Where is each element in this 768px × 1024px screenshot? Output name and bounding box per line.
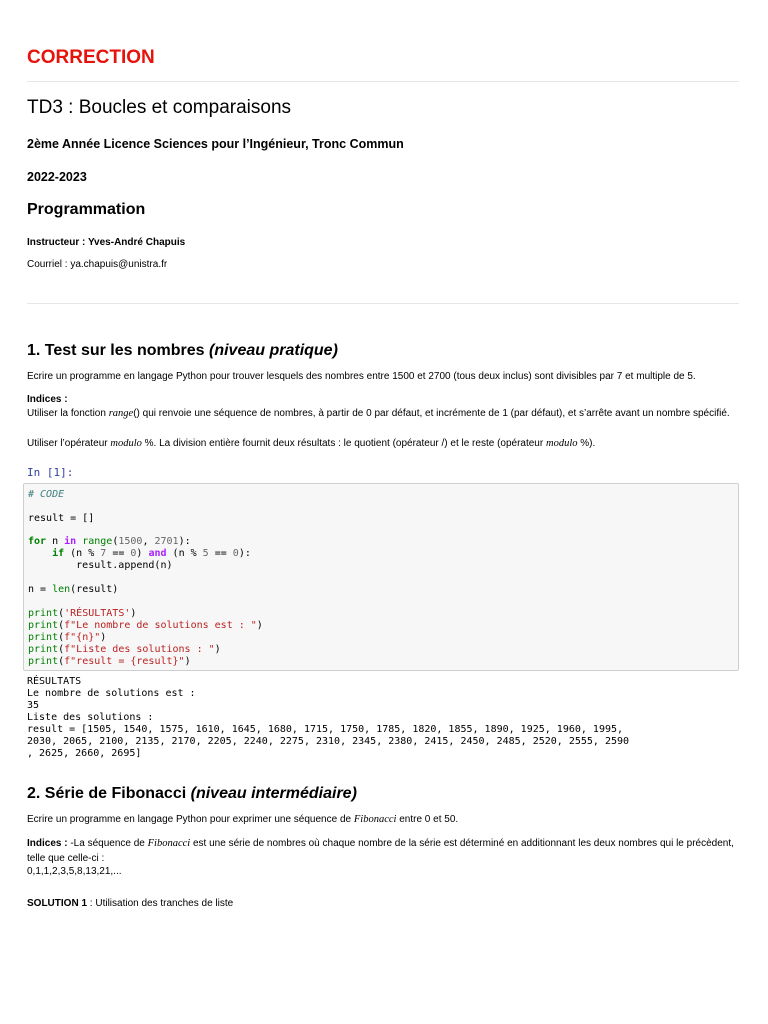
course-subtitle: 2ème Année Licence Sciences pour l’Ingénieur, Tronc Commun (27, 137, 404, 151)
code-text: , (142, 536, 155, 547)
correction-heading: CORRECTION (27, 47, 155, 68)
solution-text: : Utilisation des tranches de liste (87, 898, 234, 909)
code-text: ( (58, 620, 65, 631)
code-string: f"Le nombre de solutions est : " (64, 620, 257, 631)
code-builtin: print (28, 632, 59, 643)
section-2-level: (niveau intermédiaire) (190, 785, 357, 802)
code-text: ( (58, 656, 65, 667)
hint-modulo (27, 436, 739, 451)
output-line: result = [1505, 1540, 1575, 1610, 1645, 1680, 1715, 1750, 1785, 1820, 1855, 1890, 1925, 1960, 1995, (27, 724, 624, 735)
code-line (28, 548, 251, 560)
code-comment: # CODE (28, 489, 65, 500)
code-line (28, 644, 221, 656)
hint-function-name: range (108, 408, 134, 419)
divider (27, 81, 739, 82)
solution-label: SOLUTION 1 (27, 898, 88, 909)
hint-text: est une série de nombres où chaque nombre de la série est déterminé en additionnant les deux nombres qui le précèdent, telle que celle-ci : (27, 838, 734, 864)
page-title: TD3 : Boucles et comparaisons (27, 97, 292, 118)
output-line: Liste des solutions : (27, 712, 154, 723)
section-2-hint (27, 836, 739, 866)
code-number: 0 (232, 548, 239, 559)
cell-prompt: In [1]: (27, 466, 74, 479)
code-number: 2701 (154, 536, 179, 547)
code-text: ): (238, 548, 251, 559)
hint-text: %). (577, 438, 596, 449)
section-1-number: 1. Test sur les nombres (27, 342, 209, 359)
hints-label: Indices : (27, 838, 68, 849)
section-2-statement (27, 812, 739, 827)
code-text: n = (28, 584, 53, 595)
code-string: f"{n}" (64, 632, 101, 643)
statement-text: Ecrire un programme en langage Python pour exprimer une séquence de (27, 814, 354, 825)
solution-heading (27, 896, 739, 911)
code-text: ): (178, 536, 191, 547)
code-line (28, 584, 118, 596)
code-string: f"result = {result}" (64, 656, 185, 667)
code-line (28, 536, 191, 548)
instructor: Instructeur : Yves-André Chapuis (27, 237, 186, 248)
code-text: (result) (70, 584, 119, 595)
section-2-number: 2. Série de Fibonacci (27, 785, 191, 802)
academic-year: 2022-2023 (27, 170, 87, 184)
hint-operator-name: modulo (545, 438, 578, 449)
code-line: result.append(n) (28, 560, 173, 571)
code-text: ( (58, 608, 65, 619)
code-text: (n % (166, 548, 203, 559)
code-cell[interactable] (23, 483, 739, 671)
code-text: ) (136, 548, 149, 559)
fibonacci-term: Fibonacci (353, 814, 397, 825)
code-keyword: if (52, 548, 65, 559)
code-line (28, 608, 136, 620)
code-text: == (208, 548, 233, 559)
code-line (28, 656, 191, 668)
hint-operator-name: modulo (110, 438, 142, 449)
code-number: 5 (202, 548, 209, 559)
section-1-level: (niveau pratique) (209, 342, 338, 359)
code-text: n (46, 536, 65, 547)
code-line: result = [] (28, 513, 95, 524)
output-line: 35 (27, 700, 40, 711)
code-number: 0 (130, 548, 137, 559)
code-text: == (106, 548, 131, 559)
fibonacci-term: Fibonacci (147, 838, 191, 849)
code-line (28, 632, 106, 644)
output-line: , 2625, 2660, 2695] (27, 748, 142, 759)
code-text: (n % (64, 548, 101, 559)
hint-text: () qui renvoie une séquence de nombres, à partir de 0 par défaut, et incrémente de 1 (par défaut), et s’arrête avant un nombre spécifié. (133, 408, 730, 419)
code-text: ( (112, 536, 119, 547)
output-line: RÉSULTATS (27, 676, 82, 687)
code-text: ) (130, 608, 137, 619)
section-1-title (27, 342, 338, 360)
code-string: f"Liste des solutions : " (64, 644, 215, 655)
output-line: Le nombre de solutions est : (27, 688, 196, 699)
code-string: 'RÉSULTATS' (64, 608, 131, 619)
code-text: ) (214, 644, 221, 655)
code-builtin: range (82, 536, 113, 547)
email: Courriel : ya.chapuis@unistra.fr (27, 259, 168, 270)
code-keyword: for (28, 536, 47, 547)
code-text (28, 548, 52, 559)
hint-text: %. La division entière fournit deux résultats : le quotient (opérateur /) et le reste (opérateur (141, 438, 546, 449)
code-line (28, 620, 263, 632)
section-2-title (27, 785, 357, 803)
code-text: ) (184, 656, 191, 667)
hint-range (27, 406, 739, 421)
code-builtin: print (28, 620, 59, 631)
code-keyword: in (64, 536, 77, 547)
code-text: ( (58, 644, 65, 655)
hint-text: -La séquence de (67, 838, 148, 849)
code-text: ) (256, 620, 263, 631)
code-number: 1500 (118, 536, 143, 547)
code-number: 7 (100, 548, 107, 559)
section-1-statement: Ecrire un programme en langage Python pour trouver lesquels des nombres entre 1500 et 2700 (tous deux inclus) sont divisibles par 7 et multiple de 5. (27, 371, 696, 382)
hints-label: Indices : (27, 394, 68, 405)
divider (27, 303, 739, 304)
code-builtin: print (28, 608, 59, 619)
statement-text: entre 0 et 50. (396, 814, 459, 825)
code-builtin: print (28, 644, 59, 655)
code-text: ) (100, 632, 107, 643)
fibonacci-sequence: 0,1,1,2,3,5,8,13,21,... (27, 866, 122, 877)
code-builtin: len (52, 584, 71, 595)
code-text: ( (58, 632, 65, 643)
course-name: Programmation (27, 201, 146, 218)
hint-text: Utiliser la fonction (27, 408, 109, 419)
code-keyword: and (148, 548, 167, 559)
code-builtin: print (28, 656, 59, 667)
output-line: 2030, 2065, 2100, 2135, 2170, 2205, 2240, 2275, 2310, 2345, 2380, 2415, 2450, 2485, 2520, 2555, 2590 (27, 736, 630, 747)
hint-text: Utiliser l’opérateur (27, 438, 111, 449)
